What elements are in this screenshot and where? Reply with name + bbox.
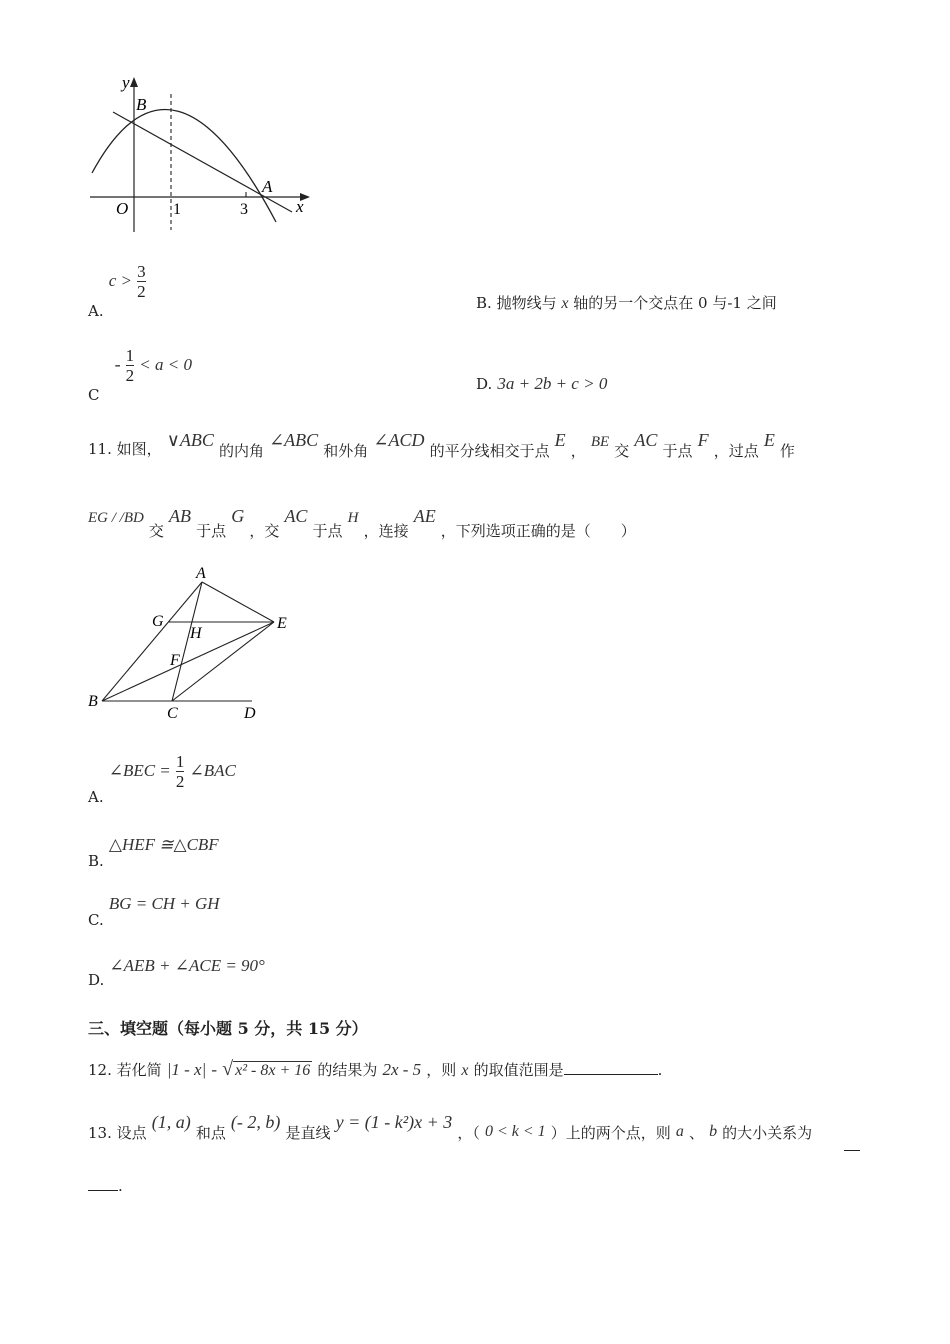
option-b-label: B. [476, 294, 492, 312]
text: 的内角 [218, 442, 264, 460]
option-d-label: D. [476, 375, 493, 393]
q10-option-a[interactable] [88, 262, 146, 320]
q13-point-1: (1, a) [151, 1112, 191, 1132]
point-h: H [347, 510, 359, 526]
triangle-abc: ∨ABC [166, 430, 214, 450]
text: 交 [148, 522, 164, 540]
option-c-fraction [126, 346, 135, 385]
fraction-numerator: 1 [175, 752, 185, 771]
segment-ac: AC [634, 430, 658, 450]
origin-label: O [116, 199, 129, 218]
text: 于点 [312, 522, 343, 540]
q10-option-c[interactable] [88, 346, 192, 404]
text: 和外角 [323, 442, 369, 460]
option-a-math: c > [108, 271, 132, 290]
text: 、 [688, 1124, 704, 1142]
point-f: F [697, 430, 709, 450]
q12-prefix: 12. 若化简 [88, 1061, 162, 1079]
q13-point-2: (- 2, b) [230, 1112, 281, 1132]
tick-3-label: 3 [240, 201, 248, 218]
q12-result: 2x - 5 [382, 1060, 422, 1079]
angle-acd: ∠ACD [373, 430, 425, 450]
option-a-math-left: ∠BEC = [108, 761, 171, 780]
q10-option-b[interactable] [476, 292, 777, 313]
angle-abc: ∠ABC [269, 430, 319, 450]
text: 的大小关系为 [722, 1124, 813, 1142]
text: 于点 [196, 522, 227, 540]
q12-sqrt: √ x² - 8x + 16 [222, 1058, 311, 1080]
fraction-numerator: 3 [137, 262, 146, 281]
segment-eg-parallel-bd: EG / /BD [88, 510, 144, 526]
q13-var-b: b [709, 1123, 718, 1140]
q13-var-a: a [675, 1123, 684, 1140]
q13 [88, 1112, 878, 1142]
q12-abs: |1 - x| [166, 1060, 207, 1079]
q11-option-b[interactable] [88, 835, 219, 870]
fraction-denominator: 2 [175, 772, 185, 791]
fraction-denominator: 2 [125, 366, 135, 385]
text: ，则 [426, 1061, 457, 1079]
option-b-text: 抛物线与 [496, 294, 557, 312]
text: . [657, 1061, 663, 1079]
y-axis-label: y [122, 73, 130, 92]
text: 于点 [662, 442, 693, 460]
text: ，连接 [363, 522, 409, 540]
point-e-label: E [277, 615, 287, 632]
segment-ab: AB [169, 506, 192, 526]
q11-option-a[interactable] [88, 752, 236, 806]
option-c-math: BG = CH + GH [108, 894, 220, 913]
option-d-math: ∠AEB + ∠ACE = 90° [109, 956, 265, 975]
q12-sqrt-content: x² - 8x + 16 [235, 1062, 311, 1079]
q13-prefix: 13. 设点 [88, 1124, 147, 1142]
option-d-math: 3a + 2b + c > 0 [497, 374, 608, 393]
text: 作 [779, 442, 795, 460]
option-c-label: C [88, 386, 100, 404]
point-a-label: A [196, 565, 206, 582]
q13-condition: 0 < k < 1 [484, 1123, 546, 1140]
point-e: E [554, 430, 566, 450]
point-c-label: C [167, 705, 178, 722]
text: . [118, 1177, 123, 1195]
option-c-label: C. [88, 911, 104, 929]
option-b-text-2: 轴的另一个交点在 0 与-1 之间 [573, 294, 777, 312]
point-f-label: F [170, 652, 180, 669]
q13-line-eq: y = (1 - k²)x + 3 [335, 1112, 453, 1132]
option-a-fraction [176, 752, 185, 791]
text: 是直线 [285, 1124, 331, 1142]
q11-number: 11. 如图， [88, 440, 162, 458]
point-b-label: B [136, 95, 147, 114]
option-d-label: D. [88, 971, 105, 989]
option-a-math-right: ∠BAC [189, 761, 236, 780]
answer-blank-part-2[interactable] [88, 1176, 123, 1195]
text: 交 [614, 442, 630, 460]
point-d-label: D [244, 705, 256, 722]
text: 的取值范围是 [473, 1061, 564, 1079]
point-b-label: B [88, 693, 98, 710]
q11-option-c[interactable] [88, 894, 220, 929]
x-axis-label: x [296, 197, 304, 216]
text: 的结果为 [317, 1061, 378, 1079]
segment-ac: AC [284, 506, 308, 526]
q12 [88, 1058, 662, 1081]
fraction-denominator: 2 [137, 282, 146, 301]
option-a-label: A. [88, 302, 104, 320]
q10-option-d[interactable] [476, 374, 607, 394]
point-e: E [763, 430, 775, 450]
option-c-math: < a < 0 [139, 355, 192, 374]
point-g-label: G [152, 613, 164, 630]
text: 和点 [195, 1124, 226, 1142]
answer-blank-part-1[interactable] [844, 1136, 860, 1155]
parabola-figure [80, 70, 330, 240]
text: ，交 [249, 522, 280, 540]
answer-blank[interactable] [564, 1060, 658, 1075]
tick-1-label: 1 [173, 201, 181, 218]
option-a-label: A. [88, 788, 104, 806]
q11-line-1 [88, 430, 868, 460]
text: ）上的两个点，则 [550, 1124, 671, 1142]
point-h-label: H [190, 625, 202, 642]
text: 的平分线相交于点 [429, 442, 550, 460]
point-g: G [231, 506, 245, 526]
option-c-minus: - [114, 354, 121, 374]
point-a-label: A [262, 177, 273, 196]
fraction-numerator: 1 [125, 346, 135, 365]
option-a-fraction [137, 262, 146, 301]
text: ，下列选项正确的是（ ） [440, 522, 636, 540]
section-heading: 三、填空题（每小题 5 分，共 15 分） [88, 1019, 368, 1038]
option-b-math: △HEF ≅△CBF [108, 835, 219, 854]
segment-be: BE [590, 434, 610, 450]
q11-option-d[interactable] [88, 956, 265, 989]
q12-var: x [461, 1062, 469, 1079]
text: ， [570, 442, 586, 460]
option-b-var: x [561, 295, 569, 312]
q11-line-2 [88, 506, 868, 540]
segment-ae: AE [413, 506, 436, 526]
triangle-figure [80, 560, 310, 730]
q12-minus: - [211, 1060, 218, 1079]
text: ，（ [457, 1124, 480, 1142]
option-b-label: B. [88, 852, 104, 870]
text: ，过点 [713, 442, 759, 460]
